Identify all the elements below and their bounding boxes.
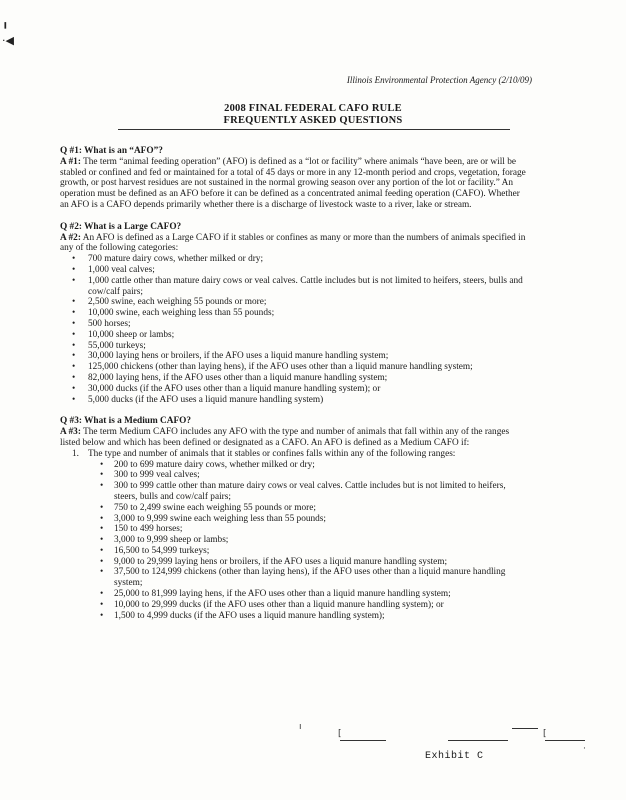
answer-3-text: The term Medium CAFO includes any AFO with the type and number of animals that fall within any of the ranges listed below and which has been defined or designated as a CAFO. An AFO is defined as a Medium CAFO if: <box>60 427 510 448</box>
exhibit-label: Exhibit C <box>425 751 484 762</box>
document-subtitle: FREQUENTLY ASKED QUESTIONS <box>223 115 403 126</box>
agency-header: Illinois Environmental Protection Agency (2/10/09) <box>346 75 532 85</box>
signature-line <box>448 740 508 741</box>
signature-line <box>340 740 386 741</box>
criterion-number: 1. <box>72 448 79 459</box>
list-item: • 200 to 699 mature dairy cows, whether milked or dry; <box>60 460 530 471</box>
list-item: • 750 to 2,499 swine each weighing 55 pounds or more; <box>60 503 530 514</box>
medium-cafo-criteria <box>60 449 530 622</box>
list-item: • 9,000 to 29,999 laying hens or broilers, if the AFO uses a liquid manure handling system; <box>60 557 530 568</box>
answer-3-label: A #3: <box>60 427 81 438</box>
signature-line <box>512 728 538 729</box>
list-item: • 25,000 to 81,999 laying hens, if the AFO uses other than a liquid manure handling system; <box>60 589 530 600</box>
answer-1-label: A #1: <box>60 156 81 167</box>
answer-2-label: A #2: <box>60 232 81 243</box>
scan-mark: · <box>583 744 586 754</box>
list-item: • 30,000 laying hens or broilers, if the AFO uses a liquid manure handling system; <box>60 351 530 362</box>
list-item: • 82,000 laying hens, if the AFO uses other than a liquid manure handling system; <box>60 373 530 384</box>
list-item: • 700 mature dairy cows, whether milked or dry; <box>60 254 530 265</box>
list-item: • 150 to 499 horses; <box>60 524 530 535</box>
list-item: • 1,000 cattle other than mature dairy cows or veal calves. Cattle includes but is not limited to heifers, steers, bulls and cow/calf pairs; <box>60 276 530 298</box>
list-item: • 5,000 ducks (if the AFO uses a liquid manure handling system) <box>60 395 530 406</box>
list-item: • 500 horses; <box>60 319 530 330</box>
faq-body <box>60 146 530 621</box>
answer-3 <box>60 427 530 449</box>
list-item: • 1,500 to 4,999 ducks (if the AFO uses a liquid manure handling system); <box>60 611 530 622</box>
list-item: • 30,000 ducks (if the AFO uses other than a liquid manure handling system); or <box>60 384 530 395</box>
answer-2-text: An AFO is defined as a Large CAFO if it stables or confines as many or more than the numbers of animals specified in any of the following categories: <box>60 232 526 254</box>
scan-specks: ╻ ·◀ <box>2 16 14 47</box>
scan-mark: ı <box>299 722 302 732</box>
list-item: • 2,500 swine, each weighing 55 pounds or more; <box>60 297 530 308</box>
question-3: Q #3: What is a Medium CAFO? <box>60 416 192 427</box>
answer-2 <box>60 233 530 255</box>
list-item: • 125,000 chickens (other than laying hens), if the AFO uses other than a liquid manure handling system; <box>60 362 530 373</box>
bracket-mark: [ <box>338 729 342 739</box>
question-1: Q #1: What is an “AFO”? <box>60 146 163 156</box>
list-item: • 10,000 swine, each weighing less than 55 pounds; <box>60 308 530 319</box>
answer-1 <box>60 157 530 211</box>
list-item: • 300 to 999 cattle other than mature dairy cows or veal calves. Cattle includes but is not limited to heifers, steers, bulls and cow/calf pairs; <box>60 481 530 503</box>
document-title: 2008 FINAL FEDERAL CAFO RULE <box>224 103 402 114</box>
large-cafo-list <box>60 254 530 405</box>
list-item: • 10,000 to 29,999 ducks (if the AFO uses other than a liquid manure handling system); or <box>60 600 530 611</box>
question-2: Q #2: What is a Large CAFO? <box>60 221 182 232</box>
list-item: • 3,000 to 9,999 swine each weighing less than 55 pounds; <box>60 514 530 525</box>
signature-line <box>545 740 585 741</box>
list-item: • 37,500 to 124,999 chickens (other than laying hens), if the AFO uses other than a liquid manure handling system; <box>60 567 530 589</box>
criterion-1 <box>60 449 530 622</box>
list-item: • 3,000 to 9,999 sheep or lambs; <box>60 535 530 546</box>
title-divider <box>118 129 510 130</box>
list-item: • 55,000 turkeys; <box>60 341 530 352</box>
answer-1-text: The term “animal feeding operation” (AFO) is defined as a “lot or facility” where animals “have been, are or will be stabled or confined and fed or maintained for a total of 45 days or more in any 12-month period and crops, vegetation, forage growth, or post harvest residues are not sustained in the normal growing season over any portion of the lot or facility.” An operation must be defined as an AFO before it can be defined as a concentrated animal feeding operation (CAFO). Whether an AFO is a CAFO depends primarily whether there is a discharge of livestock waste to a river, lake or stream. <box>60 156 526 210</box>
list-item: • 1,000 veal calves; <box>60 265 530 276</box>
bracket-mark: [ <box>543 729 547 739</box>
medium-cafo-list <box>88 460 530 622</box>
list-item: • 16,500 to 54,999 turkeys; <box>60 546 530 557</box>
criterion-text: The type and number of animals that it stables or confines falls within any of the following ranges: <box>88 448 456 459</box>
list-item: • 300 to 999 veal calves; <box>60 470 530 481</box>
list-item: • 10,000 sheep or lambs; <box>60 330 530 341</box>
